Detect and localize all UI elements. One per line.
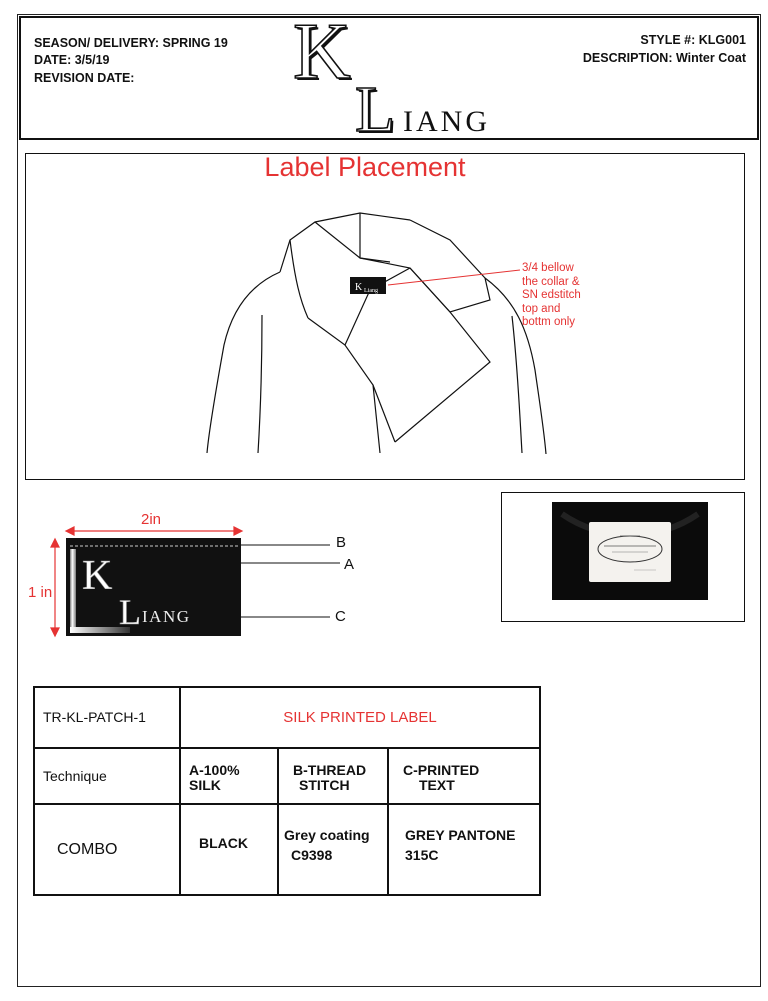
revision-date-text: REVISION DATE: bbox=[34, 71, 135, 85]
logo-letter-l: L bbox=[355, 73, 396, 146]
combo-label-cell: COMBO bbox=[34, 804, 180, 895]
callout-a: A bbox=[344, 556, 355, 573]
combo-b-line-1: Grey coating bbox=[284, 827, 370, 844]
label-placement-title: Label Placement bbox=[264, 152, 466, 182]
callout-b: B bbox=[336, 534, 347, 551]
table-row bbox=[34, 748, 540, 805]
technique-a-cell: A-100% SILK bbox=[180, 748, 278, 805]
label-height-dimension: 1 in bbox=[28, 584, 53, 601]
sample-label-image bbox=[552, 502, 708, 600]
date-text: DATE: 3/5/19 bbox=[34, 53, 110, 67]
table-row bbox=[34, 687, 540, 748]
technique-c-cell bbox=[388, 748, 540, 805]
technique-c-line-1: C-PRINTED bbox=[403, 761, 480, 778]
combo-b-cell bbox=[278, 804, 388, 895]
note-line-4: top and bbox=[522, 302, 561, 315]
svg-text:K: K bbox=[355, 282, 363, 293]
technique-c-line-2: TEXT bbox=[419, 776, 455, 793]
technique-label-cell: Technique bbox=[34, 748, 180, 805]
svg-text:IANG: IANG bbox=[142, 607, 191, 626]
technique-b-line-1: B-THREAD bbox=[293, 761, 367, 778]
technique-b-line-2: STITCH bbox=[299, 776, 350, 793]
callout-c: C bbox=[335, 608, 346, 625]
svg-text:K: K bbox=[82, 553, 113, 599]
note-line-5: bottm only bbox=[522, 316, 576, 328]
label-spec-table bbox=[33, 686, 541, 896]
logo-text-iang: IANG bbox=[403, 105, 490, 138]
note-line-3: SN edstitch bbox=[522, 289, 581, 301]
label-width-dimension: 2in bbox=[141, 511, 162, 528]
svg-text:L: L bbox=[119, 592, 141, 632]
table-row bbox=[34, 804, 540, 895]
label-type-cell: SILK PRINTED LABEL bbox=[180, 687, 540, 748]
logo-letter-k: K bbox=[293, 8, 351, 96]
season-text: SEASON/ DELIVERY: SPRING 19 bbox=[34, 36, 228, 50]
technique-b-cell bbox=[278, 748, 388, 805]
style-number-text: STYLE #: KLG001 bbox=[640, 33, 746, 47]
combo-a-cell: BLACK bbox=[180, 804, 278, 895]
reference-label-photo bbox=[552, 502, 708, 600]
note-line-1: 3/4 bellow bbox=[522, 262, 574, 274]
part-code-cell: TR-KL-PATCH-1 bbox=[34, 687, 180, 748]
combo-c-line-2: 315C bbox=[405, 847, 439, 864]
combo-b-line-2: C9398 bbox=[291, 847, 333, 864]
svg-text:Liang: Liang bbox=[364, 288, 378, 294]
note-line-2: the collar & bbox=[522, 275, 580, 288]
combo-c-line-1: GREY PANTONE bbox=[405, 827, 516, 844]
description-text: DESCRIPTION: Winter Coat bbox=[582, 51, 746, 65]
combo-c-cell bbox=[388, 804, 540, 895]
